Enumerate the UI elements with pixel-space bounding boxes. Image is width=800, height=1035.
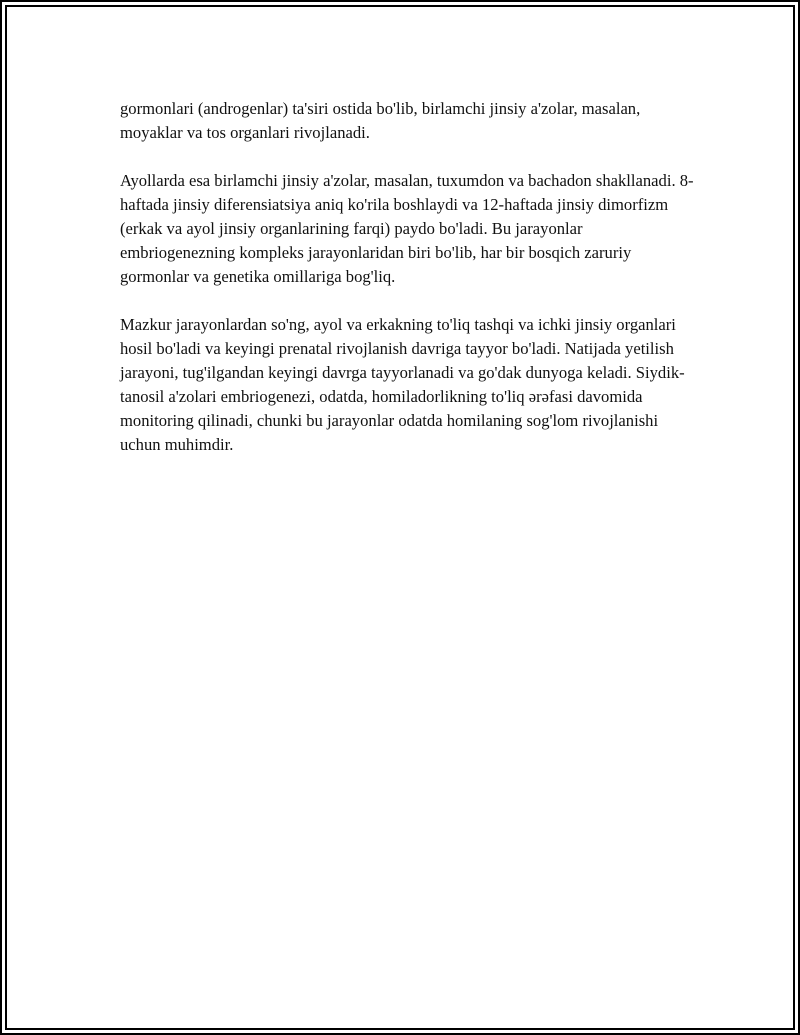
paragraph-1: gormonlari (androgenlar) ta'siri ostida bo'lib, birlamchi jinsiy a'zolar, masalan, moyaklar va tos organlari rivojlanadi. bbox=[120, 99, 641, 142]
page-inner-border bbox=[5, 5, 795, 1030]
document-body bbox=[120, 97, 700, 481]
paragraph-2: Ayollarda esa birlamchi jinsiy a'zolar, masalan, tuxumdon va bachadon shakllanadi. 8-haftada jinsiy diferensiatsiya aniq ko'rila boshlaydi va 12-haftada jinsiy dimorfizm (erkak va ayol jinsiy organlarining farqi) paydo bo'ladi. Bu jarayonlar embriogenezning kompleks jarayonlaridan biri bo'lib, har bir bosqich zaruriy gormonlar va genetika omillariga bog'liq. bbox=[120, 171, 694, 286]
paragraph-3: Mazkur jarayonlardan so'ng, ayol va erkakning to'liq tashqi va ichki jinsiy organlari hosil bo'ladi va keyingi prenatal rivojlanish davriga tayyor bo'ladi. Natijada yetilish jarayoni, tug'ilgandan keyingi davrga tayyorlanadi va go'dak dunyoga keladi. Siydik-tanosil a'zolari embriogenezi, odatda, homiladorlikning to'liq ərəfasi davomida monitoring qilinadi, chunki bu jarayonlar odatda homilaning sog'lom rivojlanishi uchun muhimdir. bbox=[120, 315, 685, 454]
